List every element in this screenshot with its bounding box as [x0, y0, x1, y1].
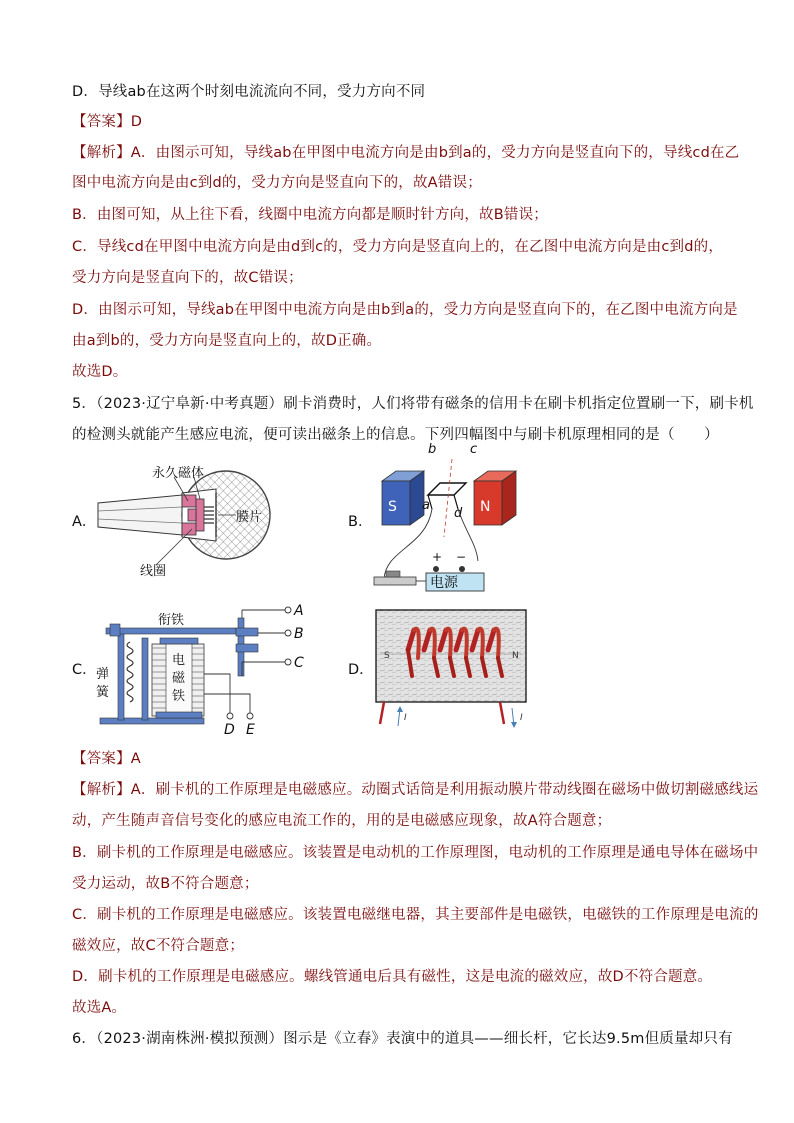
q4-answer: 【答案】D	[72, 114, 143, 130]
label-d: d	[454, 506, 463, 521]
q5-analysis-line-3: B．刷卡机的工作原理是电磁感应。该装置是电动机的工作原理图，电动机的工作原理是通电导体在磁场中	[72, 845, 759, 861]
q4-analysis-line-5: 受力方向是竖直向下的，故C错误；	[72, 270, 303, 286]
option-a-label: A．	[72, 514, 97, 530]
q5-analysis-line-7: D．刷卡机的工作原理是电磁感应。螺线管通电后具有磁性，这是电流的磁效应，故D不符合题意。	[72, 969, 713, 985]
label-terminal-b: B	[294, 626, 304, 642]
label-electromagnet-2: 磁	[172, 671, 186, 686]
label-membrane: 膜片	[236, 510, 263, 525]
label-current-out: I	[520, 713, 523, 723]
q4-analysis-line-2: 图中电流方向是由c到d的，受力方向是竖直向下的，故A错误；	[72, 175, 482, 191]
option-c-label: C．	[72, 662, 97, 678]
label-armature: 衔铁	[158, 613, 185, 628]
q4-option-d: D．导线ab在这两个时刻电流流向不同，受力方向不同	[72, 84, 426, 100]
option-b-label: B．	[348, 514, 373, 530]
q4-analysis-line-3: B．由图可知，从上往下看，线圈中电流方向都是顺时针方向，故B错误；	[72, 207, 548, 223]
q4-analysis-line-6: D．由图示可知，导线ab在甲图中电流方向是由b到a的，受力方向是竖直向下的，在乙图中电流方向是	[72, 302, 738, 318]
q5-analysis-line-6: 磁效应，故C不符合题意；	[72, 938, 245, 954]
q5-analysis-line-5: C．刷卡机的工作原理是电磁感应。该装置电磁继电器，其主要部件是电磁铁，电磁铁的工作原理是电流的	[72, 907, 759, 923]
label-electromagnet-1: 电	[172, 653, 186, 668]
label-power-source: 电源	[430, 575, 458, 591]
q5-stem-line-2: 的检测头就能产生感应电流，便可读出磁条上的信息。下列四幅图中与刷卡机原理相同的是（ ）	[72, 427, 719, 443]
label-electromagnet-3: 铁	[172, 689, 186, 704]
label-terminal-c: C	[294, 655, 304, 671]
q5-analysis-line-2: 动，产生随声音信号变化的感应电流工作的，用的是电磁感应现象，故A符合题意；	[72, 813, 612, 829]
label-terminal-e: E	[246, 722, 255, 738]
label-current-in: I	[404, 713, 407, 723]
label-a: a	[422, 498, 430, 513]
q5-analysis-line-1: 【解析】A．刷卡机的工作原理是电磁感应。动圈式话筒是利用振动膜片带动线圈在磁场中做切割磁感线运	[72, 782, 759, 798]
figure-c-relay	[96, 598, 316, 738]
q4-analysis-line-7: 由a到b的，受力方向是竖直向上的，故D正确。	[72, 333, 382, 349]
label-terminal-a: A	[294, 603, 304, 619]
q5-answer: 【答案】A	[72, 751, 141, 767]
q5-analysis-line-8: 故选A。	[72, 1000, 127, 1016]
label-plus: +	[432, 550, 443, 564]
label-coil: 线圈	[140, 564, 167, 577]
label-minus: −	[456, 550, 467, 564]
label-c: c	[470, 442, 478, 457]
label-solenoid-n: N	[512, 651, 519, 661]
q5-stem-line-1: 5．（2023·辽宁阜新·中考真题）刷卡消费时，人们将带有磁条的信用卡在刷卡机指定位置刷一下，刷卡机	[72, 396, 754, 412]
label-terminal-d: D	[224, 722, 235, 738]
q6-stem-line-1: 6．（2023·湖南株洲·模拟预测）图示是《立春》表演中的道具——细长杆，它长达9.5m但质量却只有	[72, 1031, 733, 1047]
label-n-pole: N	[480, 499, 491, 515]
label-s-pole: S	[388, 499, 397, 515]
label-permanent-magnet: 永久磁体	[152, 466, 205, 481]
figure-d-solenoid	[372, 608, 530, 732]
q5-analysis-line-4: 受力运动，故B不符合题意；	[72, 876, 259, 892]
label-spring-1: 弹	[96, 667, 110, 682]
label-b: b	[428, 442, 437, 457]
label-solenoid-s: S	[384, 651, 390, 661]
q4-analysis-line-8: 故选D。	[72, 364, 128, 380]
figure-a-microphone	[96, 465, 296, 577]
figure-b-motor	[366, 437, 526, 595]
q4-analysis-line-4: C．导线cd在甲图中电流方向是由d到c的，受力方向是竖直向上的，在乙图中电流方向是由c到d的，	[72, 239, 724, 255]
option-d-label: D．	[348, 662, 374, 678]
q4-analysis-line-1: 【解析】A．由图示可知，导线ab在甲图中电流方向是由b到a的，受力方向是竖直向下的，导线cd在乙	[72, 145, 740, 161]
label-spring-2: 簧	[96, 685, 110, 700]
